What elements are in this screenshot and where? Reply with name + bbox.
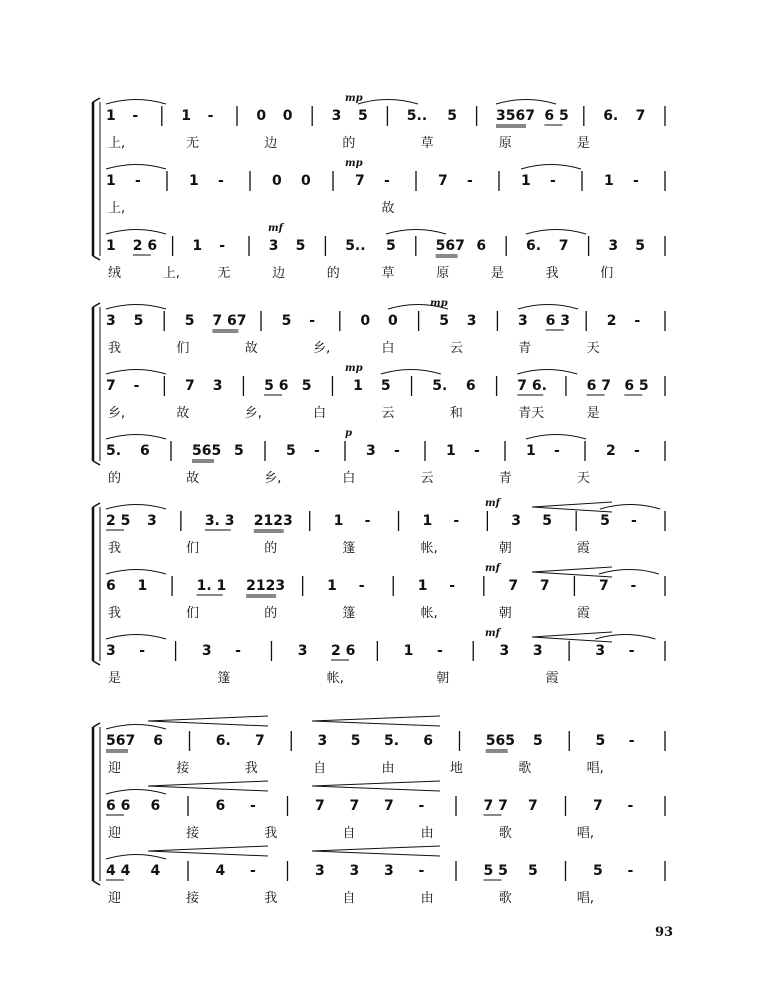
- dash-note: -: [250, 798, 256, 814]
- note: 7: [558, 238, 569, 254]
- note: 1: [446, 443, 456, 459]
- note: 6.: [526, 238, 542, 254]
- slur: [106, 635, 166, 640]
- note: 1: [526, 443, 536, 459]
- note: 7: [508, 578, 519, 594]
- dash-note: -: [628, 733, 635, 749]
- slur: [517, 370, 577, 375]
- note: 3: [608, 238, 619, 254]
- dash-note: -: [139, 643, 146, 659]
- note: 6 5: [624, 378, 649, 394]
- lyric-syllable: 们: [600, 266, 614, 281]
- note: 1: [604, 173, 614, 189]
- note: 5 6: [264, 378, 289, 394]
- note: 6: [465, 378, 476, 394]
- note: 0: [360, 313, 371, 329]
- note: 1: [189, 173, 199, 189]
- note: 1: [192, 238, 203, 254]
- lyric-syllable: 白: [381, 341, 395, 356]
- dash-note: -: [418, 863, 425, 879]
- lyric-syllable: 歌: [498, 826, 512, 841]
- dynamic-marking: p: [345, 428, 352, 439]
- note: 567: [106, 733, 136, 749]
- note: 3: [349, 863, 360, 879]
- dash-note: -: [634, 443, 640, 459]
- note: 1: [137, 578, 148, 594]
- lyric-syllable: 和: [449, 406, 463, 421]
- note: 5: [528, 863, 538, 879]
- note: 5: [386, 238, 396, 254]
- note: 3: [146, 513, 157, 529]
- note: 3. 3: [204, 513, 235, 529]
- slur: [106, 570, 166, 575]
- lyric-syllable: 朝: [498, 606, 512, 621]
- note: 3: [595, 643, 606, 659]
- system-brace: [93, 461, 100, 465]
- note: 5.: [106, 443, 122, 459]
- lyric-syllable: 无: [186, 136, 200, 151]
- system-brace: [93, 661, 100, 665]
- note: 5: [295, 238, 306, 254]
- lyric-syllable: 帐,: [420, 541, 438, 556]
- lyric-syllable: 地: [449, 761, 463, 776]
- note: 3: [466, 313, 477, 329]
- slur: [526, 230, 586, 235]
- note: 1: [422, 513, 433, 529]
- lyric-syllable: 边: [272, 266, 286, 281]
- crescendo-hairpin: [148, 781, 268, 791]
- lyric-syllable: 青: [518, 341, 532, 356]
- dash-note: -: [634, 313, 641, 329]
- dynamic-marking: mf: [485, 628, 500, 639]
- note: 7: [528, 798, 538, 814]
- system-brace: [93, 881, 100, 885]
- system-brace: [93, 723, 100, 727]
- slur: [106, 725, 166, 730]
- note: 3: [106, 313, 116, 329]
- system-brace: [93, 303, 100, 307]
- note: 2 6: [331, 643, 356, 659]
- dash-note: -: [633, 173, 639, 189]
- note: 3: [212, 378, 223, 394]
- lyric-syllable: 帐,: [326, 671, 344, 686]
- dash-note: -: [627, 863, 634, 879]
- note: 4 4: [106, 863, 131, 879]
- note: 5: [301, 378, 312, 394]
- note: 3: [268, 238, 279, 254]
- dash-note: -: [554, 443, 560, 459]
- lyric-syllable: 的: [264, 606, 278, 621]
- note: 5..: [406, 108, 428, 124]
- lyric-syllable: 们: [186, 606, 200, 621]
- note: 3: [518, 313, 528, 329]
- dash-note: -: [133, 378, 140, 394]
- lyric-syllable: 故: [244, 341, 258, 356]
- note: 6.: [215, 733, 231, 749]
- note: 6 3: [545, 313, 570, 329]
- note: 5: [439, 313, 449, 329]
- note: 7: [349, 798, 360, 814]
- dash-note: -: [418, 798, 425, 814]
- lyric-syllable: 的: [264, 541, 278, 556]
- dash-note: -: [218, 173, 224, 189]
- dash-note: -: [235, 643, 241, 659]
- lyric-syllable: 绒: [108, 266, 122, 281]
- lyric-syllable: 无: [217, 266, 231, 281]
- note: 7: [185, 378, 195, 394]
- lyric-syllable: 自: [313, 761, 327, 776]
- lyric-syllable: 我: [108, 541, 122, 556]
- crescendo-hairpin: [148, 846, 268, 856]
- note: 0: [272, 173, 282, 189]
- dash-note: -: [631, 513, 637, 529]
- dynamic-marking: mp: [430, 298, 448, 309]
- lyric-syllable: 草: [381, 266, 395, 281]
- note: 5: [542, 513, 552, 529]
- lyric-syllable: 云: [449, 341, 463, 356]
- note: 2123: [246, 578, 286, 594]
- note: 3: [317, 733, 328, 749]
- lyric-syllable: 我: [108, 606, 122, 621]
- note: 6.: [603, 108, 619, 124]
- lyric-syllable: 唱,: [576, 891, 594, 906]
- note: 0: [256, 108, 267, 124]
- note: 0: [301, 173, 311, 189]
- note: 2123: [253, 513, 293, 529]
- dash-note: -: [449, 578, 456, 594]
- dynamic-marking: mp: [345, 93, 363, 104]
- slur: [106, 790, 166, 795]
- lyric-syllable: 迎: [108, 761, 122, 776]
- lyric-syllable: 故: [186, 471, 200, 486]
- note: 6: [215, 798, 226, 814]
- note: 5: [350, 733, 361, 749]
- note: 5: [133, 313, 144, 329]
- lyric-syllable: 霞: [576, 541, 590, 556]
- crescendo-hairpin: [312, 846, 440, 856]
- lyric-syllable: 的: [342, 136, 356, 151]
- lyric-syllable: 自: [342, 826, 356, 841]
- slur: [106, 165, 166, 170]
- dash-note: -: [364, 513, 371, 529]
- slur: [106, 505, 166, 510]
- note: 7 67: [212, 313, 247, 329]
- lyric-syllable: 我: [244, 761, 258, 776]
- lyric-syllable: 由: [420, 826, 434, 841]
- note: 7: [355, 173, 365, 189]
- dash-note: -: [309, 313, 315, 329]
- lyric-syllable: 霞: [545, 671, 559, 686]
- lyric-syllable: 唱,: [586, 761, 604, 776]
- dash-note: -: [550, 173, 556, 189]
- lyric-syllable: 我: [264, 891, 278, 906]
- dash-note: -: [250, 863, 256, 879]
- dash-note: -: [628, 643, 635, 659]
- lyric-syllable: 迎: [108, 826, 122, 841]
- lyric-syllable: 边: [264, 136, 278, 151]
- dash-note: -: [394, 443, 400, 459]
- dynamic-marking: mf: [485, 498, 500, 509]
- lyric-syllable: 青: [498, 471, 512, 486]
- lyric-syllable: 天: [586, 341, 600, 356]
- dash-note: -: [358, 578, 365, 594]
- note: 5: [184, 313, 195, 329]
- lyric-syllable: 我: [264, 826, 278, 841]
- system-brace: [93, 503, 100, 507]
- dash-note: -: [467, 173, 473, 189]
- lyric-syllable: 乡,: [264, 471, 282, 486]
- slur: [386, 230, 446, 235]
- slur: [106, 855, 166, 860]
- system-brace: [93, 98, 100, 102]
- note: 7: [598, 578, 609, 594]
- lyric-syllable: 青天: [518, 406, 545, 421]
- lyric-syllable: 接: [176, 761, 190, 776]
- lyric-syllable: 歌: [518, 761, 532, 776]
- note: 565: [485, 733, 515, 749]
- lyric-syllable: 朝: [498, 541, 512, 556]
- slur: [600, 505, 660, 510]
- lyric-syllable: 乡,: [244, 406, 262, 421]
- lyric-syllable: 上,: [108, 201, 126, 216]
- note: 7: [106, 378, 116, 394]
- dynamic-marking: mf: [268, 223, 283, 234]
- slur: [106, 370, 166, 375]
- slur: [526, 435, 586, 440]
- crescendo-hairpin: [312, 716, 440, 726]
- note: 6 5: [544, 108, 569, 124]
- lyric-syllable: 乡,: [108, 406, 126, 421]
- note: 5 5: [483, 863, 508, 879]
- note: 1: [327, 578, 337, 594]
- note: 1: [521, 173, 531, 189]
- note: 565: [192, 443, 222, 459]
- lyric-syllable: 上,: [108, 136, 126, 151]
- note: 567: [435, 238, 465, 254]
- system-brace: [93, 256, 100, 260]
- note: 1: [353, 378, 363, 394]
- note: 5: [234, 443, 244, 459]
- note: 5.: [384, 733, 400, 749]
- note: 5: [600, 513, 610, 529]
- note: 3: [532, 643, 543, 659]
- lyric-syllable: 们: [176, 341, 190, 356]
- lyric-syllable: 迎: [108, 891, 122, 906]
- note: 5: [593, 863, 603, 879]
- lyric-syllable: 云: [381, 406, 395, 421]
- note: 1: [106, 108, 116, 124]
- note: 6: [423, 733, 433, 749]
- dynamic-marking: mf: [485, 563, 500, 574]
- note: 4: [150, 863, 161, 879]
- note: 3: [297, 643, 308, 659]
- note: 7: [315, 798, 325, 814]
- note: 5: [533, 733, 543, 749]
- crescendo-hairpin: [312, 781, 440, 791]
- crescendo-hairpin: [532, 502, 612, 512]
- note: 6: [150, 798, 161, 814]
- dash-note: -: [207, 108, 214, 124]
- slur: [106, 305, 166, 310]
- lyric-syllable: 篷: [342, 606, 356, 621]
- note: 3: [201, 643, 212, 659]
- note: 2 5: [106, 513, 131, 529]
- slur: [106, 230, 166, 235]
- note: 7: [438, 173, 448, 189]
- note: 7: [593, 798, 603, 814]
- lyric-syllable: 原: [498, 136, 512, 151]
- lyric-syllable: 云: [420, 471, 434, 486]
- lyric-syllable: 篷: [217, 671, 231, 686]
- lyric-syllable: 天: [576, 471, 590, 486]
- note: 7: [539, 578, 550, 594]
- slur: [106, 100, 166, 105]
- note: 5: [286, 443, 296, 459]
- dash-note: -: [219, 238, 225, 254]
- note: 7: [635, 108, 646, 124]
- note: 6: [140, 443, 150, 459]
- note: 2: [606, 443, 616, 459]
- note: 3: [366, 443, 376, 459]
- slur: [106, 435, 166, 440]
- note: 7: [384, 798, 394, 814]
- dash-note: -: [627, 798, 634, 814]
- lyric-syllable: 我: [108, 341, 122, 356]
- lyric-syllable: 我: [545, 266, 559, 281]
- note: 7 6.: [517, 378, 547, 394]
- lyric-syllable: 的: [326, 266, 340, 281]
- lyric-syllable: 白: [342, 471, 356, 486]
- note: 5: [595, 733, 606, 749]
- slur: [381, 370, 441, 375]
- lyric-syllable: 接: [186, 826, 200, 841]
- dash-note: -: [630, 578, 637, 594]
- slur: [599, 570, 659, 575]
- note: 6 6: [106, 798, 131, 814]
- note: 1: [403, 643, 414, 659]
- note: 1: [417, 578, 428, 594]
- page-number: 93: [655, 925, 674, 940]
- note: 1. 1: [196, 578, 227, 594]
- lyric-syllable: 是: [108, 671, 122, 686]
- note: 3: [331, 108, 342, 124]
- dash-note: -: [132, 108, 139, 124]
- note: 0: [388, 313, 398, 329]
- slur: [518, 305, 578, 310]
- lyric-syllable: 自: [342, 891, 356, 906]
- note: 6: [153, 733, 163, 749]
- note: 2: [606, 313, 617, 329]
- lyric-syllable: 帐,: [420, 606, 438, 621]
- note: 1: [106, 238, 116, 254]
- lyric-syllable: 故: [176, 406, 190, 421]
- dash-note: -: [436, 643, 443, 659]
- lyric-syllable: 歌: [498, 891, 512, 906]
- note: 5: [635, 238, 645, 254]
- crescendo-hairpin: [148, 716, 268, 726]
- lyric-syllable: 霞: [576, 606, 590, 621]
- note: 6 7: [586, 378, 611, 394]
- slur: [521, 165, 581, 170]
- dynamic-marking: mp: [345, 158, 363, 169]
- lyric-syllable: 朝: [436, 671, 450, 686]
- lyric-syllable: 是: [490, 266, 504, 281]
- dash-note: -: [474, 443, 480, 459]
- lyric-syllable: 接: [186, 891, 200, 906]
- lyric-syllable: 是: [586, 406, 600, 421]
- note: 6: [106, 578, 116, 594]
- note: 1: [333, 513, 344, 529]
- note: 1: [181, 108, 191, 124]
- note: 5: [358, 108, 368, 124]
- note: 3: [384, 863, 394, 879]
- note: 1: [106, 173, 116, 189]
- crescendo-hairpin: [532, 567, 612, 577]
- slur: [496, 100, 556, 105]
- note: 5.: [432, 378, 448, 394]
- lyric-syllable: 们: [186, 541, 200, 556]
- lyric-syllable: 的: [108, 471, 122, 486]
- note: 3: [511, 513, 522, 529]
- dash-note: -: [453, 513, 460, 529]
- note: 0: [282, 108, 293, 124]
- note: 3: [499, 643, 510, 659]
- note: 5: [281, 313, 292, 329]
- note: 7 7: [483, 798, 508, 814]
- crescendo-hairpin: [532, 632, 612, 642]
- lyric-syllable: 由: [420, 891, 434, 906]
- lyric-syllable: 篷: [342, 541, 356, 556]
- dash-note: -: [135, 173, 141, 189]
- slur: [358, 100, 418, 105]
- lyric-syllable: 上,: [162, 266, 180, 281]
- lyric-syllable: 是: [576, 136, 590, 151]
- lyric-syllable: 乡,: [313, 341, 331, 356]
- note: 2 6: [132, 238, 158, 254]
- note: 7: [255, 733, 265, 749]
- note: 5: [447, 108, 457, 124]
- dash-note: -: [384, 173, 390, 189]
- note: 5..: [345, 238, 366, 254]
- note: 3: [315, 863, 325, 879]
- note: 5: [380, 378, 391, 394]
- lyric-syllable: 故: [381, 201, 395, 216]
- dynamic-marking: mp: [345, 363, 363, 374]
- lyric-syllable: 由: [381, 761, 395, 776]
- dash-note: -: [314, 443, 320, 459]
- note: 3567: [496, 108, 535, 124]
- lyric-syllable: 草: [420, 136, 434, 151]
- note: 6: [476, 238, 487, 254]
- lyric-syllable: 原: [436, 266, 450, 281]
- note: 3: [106, 643, 116, 659]
- lyric-syllable: 白: [313, 406, 327, 421]
- slur: [595, 635, 655, 640]
- note: 4: [215, 863, 226, 879]
- lyric-syllable: 唱,: [576, 826, 594, 841]
